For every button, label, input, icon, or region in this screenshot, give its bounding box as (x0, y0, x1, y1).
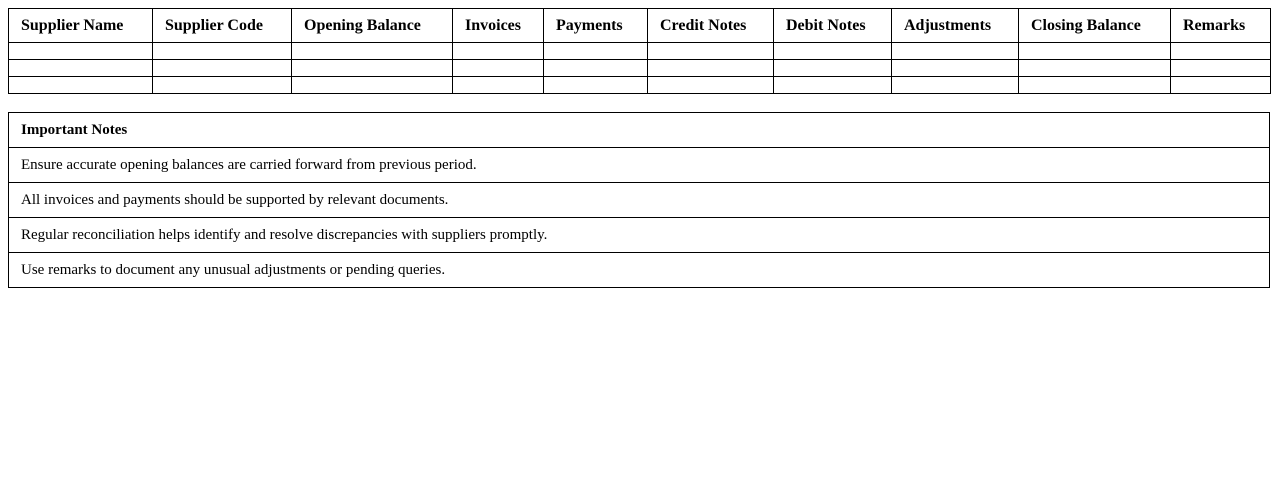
table-cell (648, 43, 774, 60)
table-cell (9, 43, 153, 60)
table-cell (153, 43, 292, 60)
table-cell (153, 77, 292, 94)
column-header-adjustments: Adjustments (892, 9, 1019, 43)
table-row (9, 77, 1271, 94)
note-item: All invoices and payments should be supported by relevant documents. (9, 183, 1270, 218)
note-item: Regular reconciliation helps identify and resolve discrepancies with suppliers promptly. (9, 218, 1270, 253)
column-header-remarks: Remarks (1171, 9, 1271, 43)
supplier-ledger-table (8, 8, 1271, 94)
table-cell (1019, 77, 1171, 94)
column-header-supplier-name: Supplier Name (9, 9, 153, 43)
table-cell (453, 43, 544, 60)
table-cell (892, 43, 1019, 60)
table-cell (1019, 43, 1171, 60)
note-item: Use remarks to document any unusual adjustments or pending queries. (9, 253, 1270, 288)
column-header-invoices: Invoices (453, 9, 544, 43)
table-row (9, 43, 1271, 60)
table-cell (292, 77, 453, 94)
notes-title: Important Notes (9, 113, 1270, 148)
note-row (9, 253, 1270, 288)
table-cell (774, 43, 892, 60)
table-cell (292, 43, 453, 60)
table-cell (1019, 60, 1171, 77)
table-cell (544, 60, 648, 77)
table-header-row (9, 9, 1271, 43)
table-cell (892, 60, 1019, 77)
table-cell (1171, 77, 1271, 94)
column-header-debit-notes: Debit Notes (774, 9, 892, 43)
table-cell (153, 60, 292, 77)
table-cell (9, 77, 153, 94)
table-cell (648, 60, 774, 77)
table-cell (648, 77, 774, 94)
table-cell (1171, 43, 1271, 60)
column-header-supplier-code: Supplier Code (153, 9, 292, 43)
table-cell (453, 77, 544, 94)
table-row (9, 60, 1271, 77)
table-cell (544, 77, 648, 94)
important-notes-table (8, 112, 1270, 288)
table-cell (544, 43, 648, 60)
note-row (9, 183, 1270, 218)
column-header-payments: Payments (544, 9, 648, 43)
table-cell (892, 77, 1019, 94)
column-header-credit-notes: Credit Notes (648, 9, 774, 43)
table-cell (774, 77, 892, 94)
table-cell (453, 60, 544, 77)
column-header-opening-balance: Opening Balance (292, 9, 453, 43)
notes-title-row (9, 113, 1270, 148)
table-cell (1171, 60, 1271, 77)
note-row (9, 218, 1270, 253)
note-row (9, 148, 1270, 183)
note-item: Ensure accurate opening balances are carried forward from previous period. (9, 148, 1270, 183)
document-sheet (8, 8, 1270, 288)
table-cell (9, 60, 153, 77)
column-header-closing-balance: Closing Balance (1019, 9, 1171, 43)
table-cell (774, 60, 892, 77)
table-cell (292, 60, 453, 77)
